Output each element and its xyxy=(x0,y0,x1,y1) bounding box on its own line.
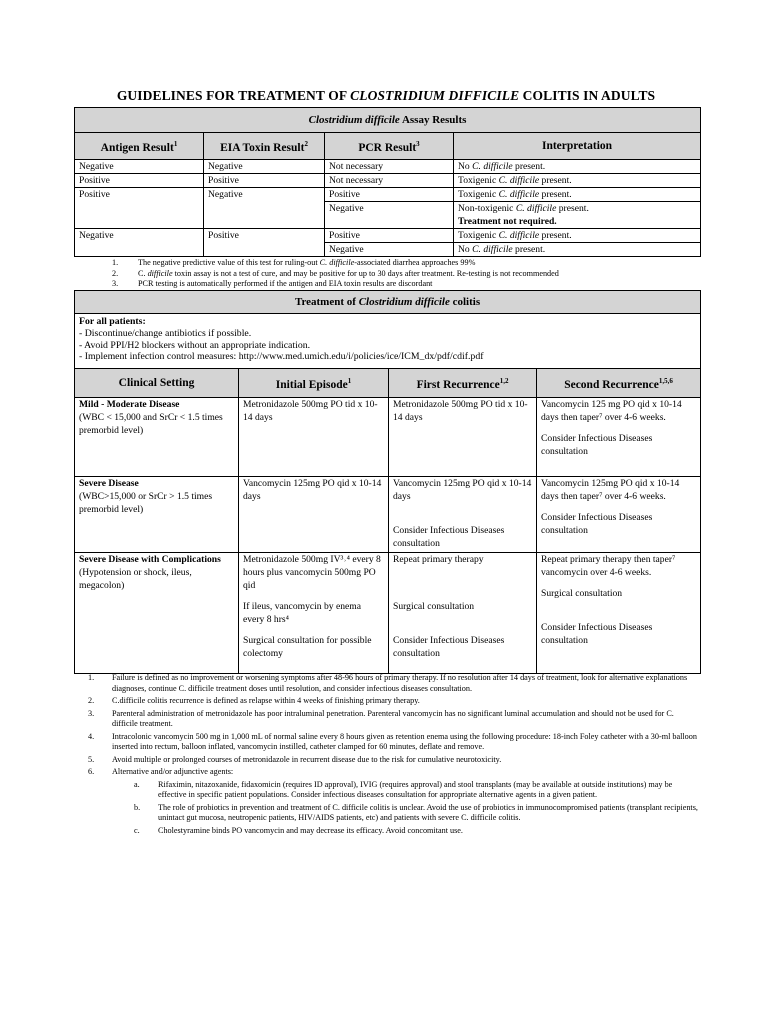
column-header-interpretation: Interpretation xyxy=(454,133,701,160)
column-header-second-recurrence: Second Recurrence$^{1,5,6}$ xyxy=(537,369,701,398)
all-patients-row xyxy=(75,314,701,369)
antigen-cell: Negative xyxy=(75,229,204,257)
treatment-table-title: Treatment of Clostridium difficile colitis xyxy=(75,291,701,314)
column-header-pcr: PCR Result$^3$ xyxy=(325,133,454,160)
pcr-cell: Not necessary xyxy=(325,174,454,188)
infection-control-link[interactable]: - Implement infection control measures: http://www.med.umich.edu/i/policies/ice/ICM_dx/pdf/cdif.pdf xyxy=(79,351,484,363)
assay-column-headers xyxy=(75,133,701,160)
treatment-not-required-note: Treatment not required. xyxy=(458,216,557,227)
footnote: 3. Parenteral administration of metronidazole has poor intraluminal penetration. Parenteral vancomycin has no significant luminal accumulation and should not be used for C. difficile treatment. xyxy=(88,708,674,728)
toxin-cell: Positive xyxy=(204,174,325,188)
initial-episode-cell: Metronidazole 500mg PO tid x 10-14 days xyxy=(239,398,389,477)
treatment-table-band xyxy=(75,291,701,314)
interpretation-cell: No C. difficile present. xyxy=(454,160,701,174)
pcr-cell: Positive xyxy=(325,229,454,243)
footnote-sub-item: a. Rifaximin, nitazoxanide, fidaxomicin (requires ID approval), IVIG (requires approval) and stool transplants (may be available at outside institutions) may be effective in specific patient populations. Consider infectious diseases consultation for appropriate alternative agents in a given patient. xyxy=(134,779,673,799)
column-header-antigen: Antigen Result$^1$ xyxy=(75,133,204,160)
footnote: 1. The negative predictive value of this test for ruling-out C. difficile-associated diarrhea approaches 99% xyxy=(112,258,476,267)
footnote: 5. Avoid multiple or prolonged courses of metronidazole in recurrent disease due to the risk for cumulative neurotoxicity. xyxy=(88,754,502,764)
initial-episode-cell: Vancomycin 125mg PO qid x 10-14 days xyxy=(239,477,389,553)
column-header-clinical-setting: Clinical Setting xyxy=(75,369,239,398)
second-recurrence-cell: Vancomycin 125mg PO qid x 10-14 days then taper⁷ over 4-6 weeks. Consider Infectious Diseases consultation xyxy=(537,477,701,553)
second-recurrence-cell: Vancomycin 125 mg PO qid x 10-14 days then taper⁷ over 4-6 weeks. Consider Infectious Diseases consultation xyxy=(537,398,701,477)
footnote: 1. Failure is defined as no improvement or worsening symptoms after 48-96 hours of primary therapy. If no resolution after 14 days of treatment, look for alternative explanations diagnoses, continue C. difficile treatment doses until resolution, and consider infectious diseases consultation. xyxy=(88,673,688,693)
table-row xyxy=(75,160,701,174)
first-recurrence-cell: Vancomycin 125mg PO qid x 10-14 days Consider Infectious Diseases consultation xyxy=(389,477,537,553)
table-row xyxy=(75,477,701,553)
first-recurrence-cell: Metronidazole 500mg PO tid x 10-14 days xyxy=(389,398,537,477)
initial-episode-cell: Metronidazole 500mg IV³˒⁴ every 8 hours plus vancomycin 500mg PO qid If ileus, vancomycin by enema every 8 hrs⁴ Surgical consultation for possible colectomy xyxy=(239,553,389,674)
footnote: 6. Alternative and/or adjunctive agents: xyxy=(88,767,234,776)
table-row xyxy=(75,188,701,202)
footnote-sub-item: c. Cholestyramine binds PO vancomycin and may decrease its efficacy. Avoid concomitant use. xyxy=(134,825,463,835)
treatment-column-headers xyxy=(75,369,701,398)
interpretation-cell: Toxigenic C. difficile present. xyxy=(454,188,701,202)
title-organism: CLOSTRIDIUM DIFFICILE xyxy=(350,88,520,103)
treatment-table xyxy=(74,290,701,674)
toxin-cell: Positive xyxy=(204,229,325,257)
page-title: GUIDELINES FOR TREATMENT OF CLOSTRIDIUM DIFFICILE COLITIS IN ADULTS xyxy=(116,88,656,103)
interpretation-cell: Toxigenic C. difficile present. xyxy=(454,229,701,243)
footnote: 3. PCR testing is automatically performed if the antigen and EIA toxin results are discordant xyxy=(112,279,433,289)
footnote: 2. C. difficile toxin assay is not a test of cure, and may be positive for up to 30 days after treatment. Re-testing is not recommended xyxy=(112,268,559,278)
toxin-cell: Negative xyxy=(204,188,325,229)
column-header-initial-episode: Initial Episode$^1$ xyxy=(239,369,389,398)
all-patients-heading: For all patients: xyxy=(79,316,146,327)
pcr-cell: Positive xyxy=(325,188,454,202)
toxin-cell: Negative xyxy=(204,160,325,174)
instruction-line: - Discontinue/change antibiotics if possible. xyxy=(79,327,252,339)
pcr-cell: Not necessary xyxy=(325,160,454,174)
instruction-line: - Avoid PPI/H2 blockers without an appropriate indication. xyxy=(79,339,311,351)
column-header-first-recurrence: First Recurrence$^{1,2}$ xyxy=(389,369,537,398)
footnote: 4. Intracolonic vancomycin 500 mg in 1,000 mL of normal saline every 8 hours given as retention enema using the following procedure: 18-inch Foley catheter with a 30-ml balloon inserted into rectum, balloon inflated, vancomycin instilled, catheter clamped for 60 minutes, deflate and remove. xyxy=(88,731,697,751)
column-header-eia-toxin: EIA Toxin Result$^2$ xyxy=(204,133,325,160)
clinical-setting-cell: Mild - Moderate Disease (WBC < 15,000 and SrCr < 1.5 times premorbid level) xyxy=(75,398,239,477)
footnote: 2. C.difficile colitis recurrence is defined as relapse within 4 weeks of finishing primary therapy. xyxy=(88,696,420,705)
antigen-cell: Negative xyxy=(75,160,204,174)
pcr-cell: Negative xyxy=(325,202,454,229)
table-row xyxy=(75,553,701,674)
interpretation-cell: Non-toxigenic C. difficile present. Treatment not required. xyxy=(454,202,701,229)
assay-footnotes xyxy=(112,258,559,290)
interpretation-cell: No C. difficile present. xyxy=(454,243,701,257)
antigen-cell: Positive xyxy=(75,188,204,229)
clinical-setting-cell: Severe Disease (WBC>15,000 or SrCr > 1.5 times premorbid level) xyxy=(75,477,239,553)
treatment-footnotes xyxy=(88,673,700,838)
first-recurrence-cell: Repeat primary therapy Surgical consultation Consider Infectious Diseases consultation xyxy=(389,553,537,674)
table-row xyxy=(75,174,701,188)
table-row xyxy=(75,229,701,243)
assay-table-title: Clostridium difficile Assay Results xyxy=(75,108,701,133)
antigen-cell: Positive xyxy=(75,174,204,188)
assay-results-table xyxy=(74,107,701,257)
interpretation-cell: Toxigenic C. difficile present. xyxy=(454,174,701,188)
clinical-setting-cell: Severe Disease with Complications (Hypotension or shock, ileus, megacolon) xyxy=(75,553,239,674)
assay-table-band xyxy=(75,108,701,133)
all-patients-cell xyxy=(75,314,701,369)
pcr-cell: Negative xyxy=(325,243,454,257)
footnote-sub-item: b. The role of probiotics in prevention and treatment of C. difficile colitis is unclear. Avoid the use of probiotics in immunocompromised patients (transplant recipients, unintact gut mucosa, neutropenic patients, HIV/AIDS patients, etc) and patients with severe C. difficile colitis. xyxy=(134,802,698,822)
table-row xyxy=(75,398,701,477)
second-recurrence-cell: Repeat primary therapy then taper⁷ vancomycin over 4-6 weeks. Surgical consultation Consider Infectious Diseases consultation xyxy=(537,553,701,674)
